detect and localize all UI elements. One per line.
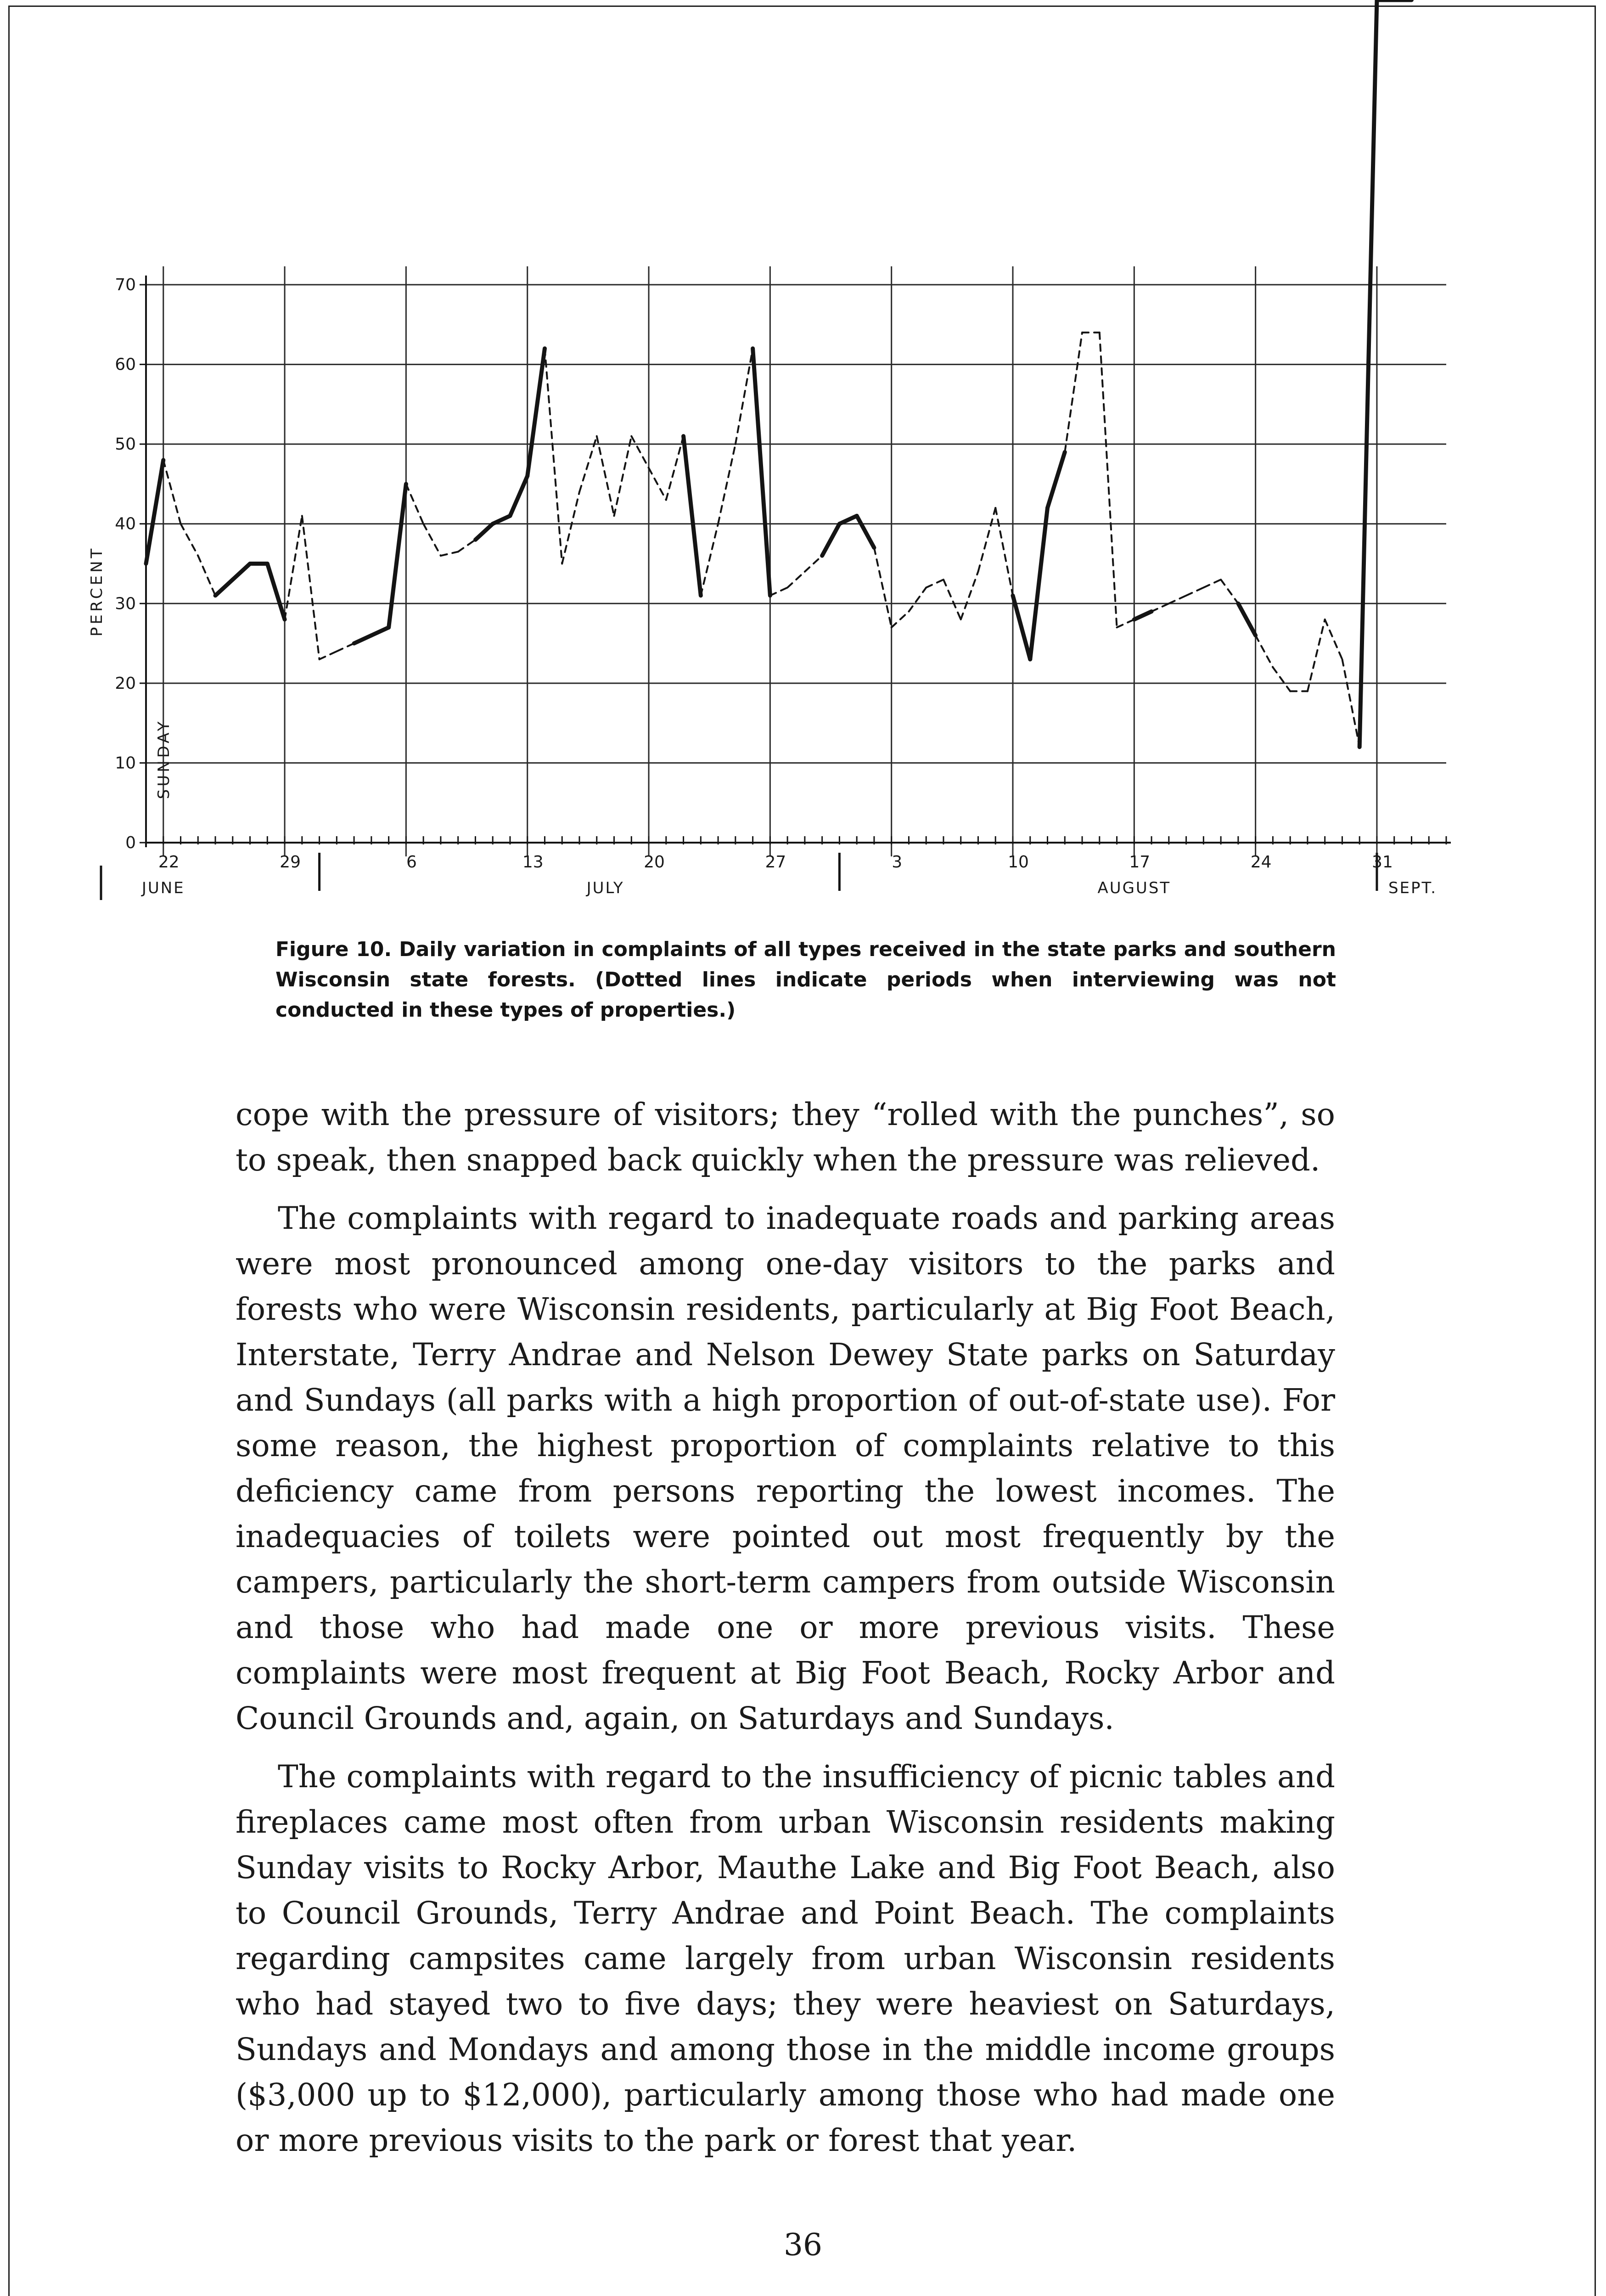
x-tick-label: 20 <box>644 853 665 872</box>
month-label: JUNE <box>141 879 185 897</box>
series-segment-dotted <box>198 556 215 596</box>
series-segment-dotted <box>423 524 441 556</box>
x-tick-label: 3 <box>892 853 903 872</box>
series-segment-dotted <box>736 349 753 444</box>
y-tick-label: 30 <box>115 594 136 613</box>
series-segment-solid <box>822 524 840 556</box>
series-segment-solid <box>684 436 701 596</box>
series-segment-solid <box>233 564 250 580</box>
series-segment-dotted <box>1221 580 1238 603</box>
series-segment-dotted <box>805 556 822 572</box>
series-segment-dotted <box>1117 619 1134 627</box>
series-segment-solid <box>1134 612 1151 619</box>
series-segment-solid <box>215 580 233 596</box>
series-segment-dotted <box>770 588 787 596</box>
series-segment-solid <box>389 484 406 627</box>
page-number: 36 <box>784 2227 822 2262</box>
series-segment-solid <box>354 636 371 643</box>
x-tick-label: 17 <box>1129 853 1151 872</box>
x-tick-label: 22 <box>158 853 180 872</box>
paragraph: The complaints with regard to the insufficiency of picnic tables and fireplaces came most often from urban Wisconsin residents making Sunday visits to Rocky Arbor, Mauthe Lake and Big Foot Beach, also to Council Grounds, Terry Andrae and Point Beach. The complaints regarding campsites came largely from urban Wisconsin residents who had stayed two to five days; they were heaviest on Saturdays, Sundays and Mondays and among those in the middle income groups ($3,000 up to $12,000), particularly among those who had made one or more previous visits to the park or forest that year. <box>236 1759 1335 2158</box>
series-segment-solid <box>1048 452 1065 508</box>
series-segment-solid <box>528 349 545 476</box>
y-tick-label: 20 <box>115 674 136 693</box>
series-segment-dotted <box>666 436 684 500</box>
month-label: JULY <box>586 879 624 897</box>
chart-grid <box>146 266 1446 856</box>
month-label: AUGUST <box>1097 879 1171 897</box>
series-segment-dotted <box>302 516 320 659</box>
series-segment-dotted <box>1203 580 1221 587</box>
complaints-chart <box>0 0 1606 918</box>
series-segment-solid <box>1030 508 1048 659</box>
series-segment-dotted <box>163 460 181 524</box>
y-tick-label: 70 <box>115 276 136 294</box>
y-tick-label: 0 <box>125 833 136 852</box>
series-segment-dotted <box>1065 332 1082 452</box>
x-tick-label: 24 <box>1250 853 1272 872</box>
x-tick-label: 13 <box>522 853 544 872</box>
series-segment-dotted <box>181 524 198 556</box>
series-segment-dotted <box>943 580 961 619</box>
series-segment-solid <box>1359 0 1377 747</box>
series-segment-dotted <box>1273 667 1290 691</box>
series-segment-dotted <box>701 524 718 596</box>
chart-series <box>146 0 1411 747</box>
series-segment-solid <box>510 476 528 516</box>
series-segment-dotted <box>1342 659 1359 747</box>
paragraph: cope with the pressure of visitors; they “rolled with the punches”, so to speak, then snapped back quickly when the pressure was relieved. <box>236 1097 1335 1178</box>
series-segment-dotted <box>649 468 666 500</box>
chart-labels <box>88 276 1437 897</box>
series-segment-dotted <box>1151 603 1169 611</box>
series-segment-dotted <box>406 484 423 524</box>
series-segment-dotted <box>1169 596 1186 603</box>
series-segment-dotted <box>1325 619 1342 659</box>
series-segment-solid <box>1013 596 1030 659</box>
y-tick-label: 50 <box>115 435 136 454</box>
figure-caption: Figure 10. Daily variation in complaints of all types received in the state parks and southern Wisconsin state forests. (Dotted lines indicate periods when interviewing was not conducted in these types of properties.) <box>275 938 1336 1022</box>
x-tick-label: 27 <box>765 853 786 872</box>
y-tick-label: 10 <box>115 754 136 773</box>
series-segment-dotted <box>597 436 614 516</box>
series-segment-solid <box>267 564 285 620</box>
series-segment-dotted <box>458 540 476 551</box>
series-segment-dotted <box>892 612 909 628</box>
series-segment-dotted <box>441 551 458 556</box>
series-segment-dotted <box>1308 619 1325 691</box>
x-tick-label: 29 <box>280 853 301 872</box>
series-segment-dotted <box>631 436 649 468</box>
series-segment-solid <box>1238 603 1256 635</box>
series-segment-solid <box>493 516 510 523</box>
body-text <box>236 1092 1335 2176</box>
sunday-label: SUNDAY <box>154 719 173 799</box>
series-segment-dotted <box>718 444 736 524</box>
series-segment-dotted <box>320 651 337 659</box>
series-segment-dotted <box>614 436 632 516</box>
series-segment-dotted <box>874 548 892 628</box>
x-tick-label: 6 <box>406 853 417 872</box>
series-segment-dotted <box>978 508 995 572</box>
series-segment-solid <box>371 627 389 635</box>
chart-axes <box>101 276 1451 900</box>
series-segment-solid <box>839 516 857 523</box>
y-tick-label: 40 <box>115 514 136 534</box>
y-tick-label: 60 <box>115 355 136 374</box>
series-segment-dotted <box>1186 588 1204 596</box>
series-segment-dotted <box>926 580 943 587</box>
x-tick-label: 10 <box>1008 853 1029 872</box>
month-label: SEPT. <box>1388 879 1438 897</box>
series-segment-dotted <box>337 643 354 651</box>
y-axis-title: PERCENT <box>88 546 106 637</box>
series-segment-dotted <box>909 588 926 612</box>
paragraph: The complaints with regard to inadequate roads and parking areas were most pronounced among one-day visitors to the parks and forests who were Wisconsin residents, particularly at Big Foot Beach, Interstate, Terry Andrae and Nelson Dewey State parks on Saturday and Sundays (all parks with a high proportion of out-of-state use). For some reason, the highest proportion of complaints relative to this deficiency came from persons reporting the lowest incomes. The inadequacies of toilets were pointed out most frequently by the campers, particularly the short-term campers from outside Wisconsin and those who had made one or more previous visits. These complaints were most frequent at Big Foot Beach, Rocky Arbor and Council Grounds and, again, on Saturdays and Sundays. <box>236 1200 1335 1736</box>
series-segment-solid <box>475 524 493 540</box>
series-segment-dotted <box>787 572 805 588</box>
series-segment-dotted <box>1256 636 1273 667</box>
series-segment-solid <box>146 460 163 564</box>
x-tick-label: 31 <box>1372 853 1393 872</box>
series-segment-solid <box>857 516 874 547</box>
series-segment-dotted <box>545 349 562 564</box>
series-segment-solid <box>753 349 770 596</box>
series-segment-dotted <box>961 572 978 619</box>
series-segment-dotted <box>1100 332 1117 627</box>
series-segment-dotted <box>995 508 1013 596</box>
series-segment-dotted <box>562 492 579 563</box>
